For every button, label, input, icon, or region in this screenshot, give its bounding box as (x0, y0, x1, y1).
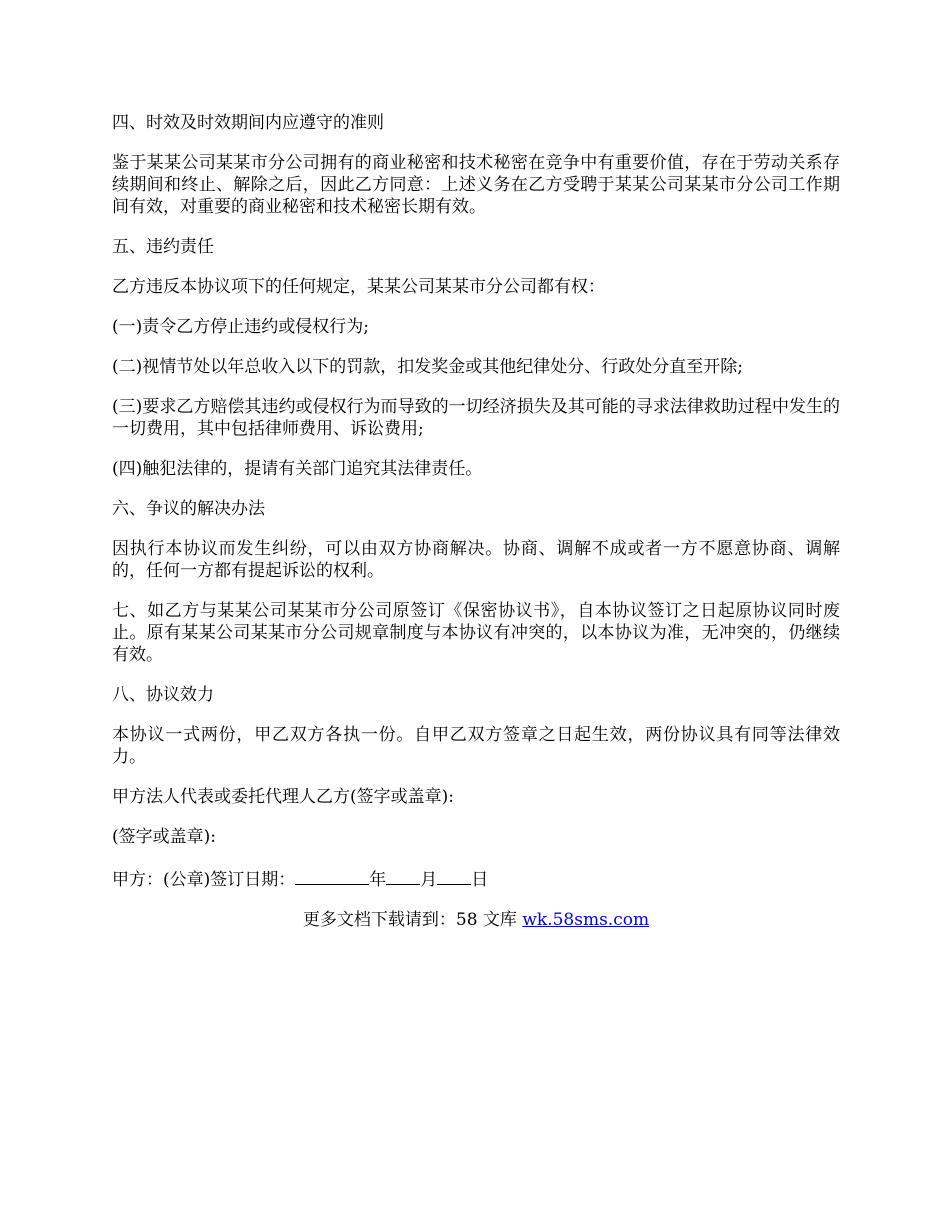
signature-party-b: (签字或盖章): (112, 827, 216, 847)
paragraph-breach-intro: 乙方违反本协议项下的任何规定，某某公司某某市分公司都有权： (112, 277, 605, 297)
paragraph-effect: 本协议一式两份，甲乙双方各执一份。自甲乙双方签章之日起生效，两份协议具有同等法律效力。 (112, 725, 840, 767)
year-blank (295, 866, 369, 885)
list-item-1: (一)责令乙方停止违约或侵权行为; (112, 317, 369, 337)
document-body (112, 112, 840, 931)
list-item-3: (三)要求乙方赔偿其违约或侵权行为而导致的一切经济损失及其可能的寻求法律救助过程中发生的一切费用，其中包括律师费用、诉讼费用; (112, 397, 840, 439)
day-label: 日 (471, 870, 489, 890)
list-item-4: (四)触犯法律的，提请有关部门追究其法律责任。 (112, 459, 483, 479)
paragraph-validity: 鉴于某某公司某某市分公司拥有的商业秘密和技术秘密在竞争中有重要价值，存在于劳动关系存续期间和终止、解除之后，因此乙方同意：上述义务在乙方受聘于某某公司某某市分公司工作期间有效，对重要的商业秘密和技术秘密长期有效。 (112, 153, 840, 217)
section-heading-5: 五、违约责任 (112, 237, 214, 257)
signature-representative: 甲方法人代表或委托代理人乙方(签字或盖章): (112, 787, 454, 807)
footer (112, 909, 840, 931)
signature-date-prefix: 甲方：(公章)签订日期： (112, 870, 296, 890)
day-blank (437, 866, 471, 885)
footer-text: 更多文档下载请到：58 文库 (302, 910, 523, 930)
section-heading-4: 四、时效及时效期间内应遵守的准则 (112, 113, 384, 133)
footer-link[interactable]: wk.58sms.com (522, 910, 650, 930)
list-item-2: (二)视情节处以年总收入以下的罚款，扣发奖金或其他纪律处分、行政处分直至开除; (112, 357, 743, 377)
paragraph-section-7: 七、如乙方与某某公司某某市分公司原签订《保密协议书》，自本协议签订之日起原协议同时废止。原有某某公司某某市分公司规章制度与本协议有冲突的，以本协议为准，无冲突的，仍继续有效。 (112, 601, 840, 665)
paragraph-dispute: 因执行本协议而发生纠纷，可以由双方协商解决。协商、调解不成或者一方不愿意协商、调解的，任何一方都有提起诉讼的权利。 (112, 539, 840, 581)
section-heading-6: 六、争议的解决办法 (112, 499, 265, 519)
month-label: 月 (420, 870, 438, 890)
month-blank (386, 866, 420, 885)
section-heading-8: 八、协议效力 (112, 685, 214, 705)
signature-date-line (112, 866, 840, 891)
year-label: 年 (369, 870, 387, 890)
